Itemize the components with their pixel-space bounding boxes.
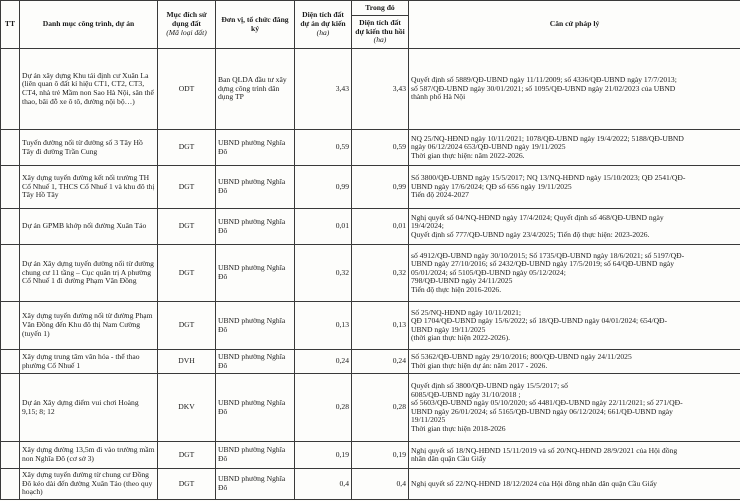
- legal-basis: [409, 209, 740, 245]
- recovered-area: 0,4: [352, 469, 409, 500]
- table-row: [1, 374, 740, 442]
- recovered-area: 0,99: [352, 166, 409, 209]
- legal-line: nhân dân quận Cầu Giấy: [411, 454, 487, 463]
- project-area: 0,24: [295, 350, 352, 374]
- legal-basis: [409, 166, 740, 209]
- land-code: DGT: [158, 442, 216, 469]
- header-of-which: Trong đó: [352, 1, 409, 16]
- legal-line: ngày 06/12/2024 653/QĐ-UBND ngày 19/11/2025: [411, 142, 566, 152]
- land-code: DGT: [158, 166, 216, 209]
- header-recovered-main: Diện tích đất dự kiến thu hồi: [355, 17, 405, 36]
- recovered-area: 0,13: [352, 302, 409, 350]
- table-row: [1, 302, 740, 350]
- legal-line: 05/01/2024; số 5105/QĐ-UBND ngày 05/12/2024;: [411, 267, 566, 277]
- legal-line: Số 5362/QĐ-UBND ngày 29/10/2016; 800/QĐ-UBND ngày 24/11/2025: [411, 352, 632, 361]
- table-row: [1, 166, 740, 209]
- legal-line: Số 25/NQ-HĐND ngày 10/11/2021;: [411, 307, 522, 317]
- recovered-area: 0,59: [352, 130, 409, 166]
- row-tt: [1, 245, 20, 302]
- legal-line: UBND ngày 26/01/2024; số 5165/QĐ-UBND ngày 06/12/2024; 661/QĐ-UBND ngày: [411, 406, 673, 416]
- land-code: DGT: [158, 302, 216, 350]
- registering-unit: UBND phường Nghĩa Đô: [216, 130, 295, 166]
- legal-line: QĐ 1704/QĐ-UBND ngày 15/6/2022; số 18/QĐ-UBND ngày 04/01/2024; 654/QĐ-: [411, 316, 668, 325]
- registering-unit: Ban QLDA đầu tư xây dựng công trình dân dụng TP: [216, 49, 295, 130]
- header-land-purpose-sub: (Mã loại đất): [166, 27, 207, 37]
- row-tt: [1, 374, 20, 442]
- legal-line: Thời gian thực hiện: năm 2022-2026.: [411, 150, 525, 160]
- land-code: DGT: [158, 130, 216, 166]
- header-row: [1, 1, 740, 16]
- legal-line: Nghị quyết số 18/NQ-HĐND 15/11/2019 và số 20/NQ-HĐND 28/9/2021 của Hội đồng: [411, 445, 678, 455]
- table-row: [1, 442, 740, 469]
- registering-unit: UBND phường Nghĩa Đô: [216, 209, 295, 245]
- row-tt: [1, 130, 20, 166]
- land-code: ODT: [158, 49, 216, 130]
- legal-basis: [409, 245, 740, 302]
- table-row: [1, 350, 740, 374]
- registering-unit: UBND phường Nghĩa Đô: [216, 374, 295, 442]
- table-row: [1, 49, 740, 130]
- row-tt: [1, 49, 20, 130]
- table-row: [1, 469, 740, 500]
- project-name: Dự án Xây dựng điểm vui chơi Hoàng 9,15; 8; 12: [20, 374, 158, 442]
- land-code: DKV: [158, 374, 216, 442]
- header-recovered-area: [352, 16, 409, 49]
- legal-line: 6085/QĐ-UBND ngày 31/10/2018 ;: [411, 389, 521, 399]
- row-tt: [1, 350, 20, 374]
- legal-line: thành phố Hà Nội: [411, 92, 466, 102]
- header-area-main: Diện tích đất dự án dự kiến: [300, 10, 346, 29]
- legal-basis: [409, 49, 740, 130]
- header-land-purpose-main: Mục đích sử dụng đất: [166, 10, 207, 29]
- legal-basis: [409, 130, 740, 166]
- project-area: 3,43: [295, 49, 352, 130]
- legal-line: UBND ngày 27/10/2016; số 2432/QĐ-UBND ngày 17/5/2019; số 64/QĐ-UBND ngày: [411, 259, 675, 269]
- legal-line: Quyết định số 777/QĐ-UBND ngày 23/4/2025; Tiến độ thực hiện: 2023-2026.: [411, 229, 650, 239]
- legal-line: Tiến độ thực hiện 2016-2026.: [411, 284, 502, 294]
- project-name: Xây dựng trung tâm văn hóa - thể thao phường Cổ Nhuế 1: [20, 350, 158, 374]
- header-recovered-unit: (ha): [373, 35, 387, 45]
- registering-unit: UBND phường Nghĩa Đô: [216, 166, 295, 209]
- project-area: 0,59: [295, 130, 352, 166]
- legal-line: Số 3800/QĐ-UBND ngày 15/5/2017; NQ 13/NQ-HĐND ngày 15/10/2023; QĐ 2541/QĐ-: [411, 173, 686, 183]
- legal-line: UBND ngày 17/6/2024; QĐ số 656 ngày 19/11/2025: [411, 181, 572, 191]
- legal-line: số 5603/QĐ-UBND ngày 05/10/2020; số 4481/QĐ-UBND ngày 22/11/2021; số 271/QĐ-: [411, 398, 683, 407]
- project-area: 0,28: [295, 374, 352, 442]
- row-tt: [1, 302, 20, 350]
- row-tt: [1, 442, 20, 469]
- row-tt: [1, 469, 20, 500]
- row-tt: [1, 209, 20, 245]
- project-name: Dự án Xây dựng tuyến đường nối từ đường chung cư 11 tầng – Cục quân trị A phường Cổ Nhuế 1 đi đường Phạm Văn Đồng: [20, 245, 158, 302]
- legal-line: (thời gian thực hiện 2022-2026).: [411, 333, 511, 342]
- recovered-area: 3,43: [352, 49, 409, 130]
- registering-unit: UBND phường Nghĩa Đô: [216, 302, 295, 350]
- project-name: Dự án xây dựng Khu tái định cư Xuân La (liên quan ô đất kí hiệu CT1, CT2, CT3, CT4, nhà trẻ Mầm non Sao Hà Nội, sân thể thao, bãi đỗ xe ô tô, đường nội bộ…): [20, 49, 158, 130]
- recovered-area: 0,19: [352, 442, 409, 469]
- table-row: [1, 209, 740, 245]
- legal-line: Quyết định số 5889/QĐ-UBND ngày 11/11/2009; số 4336/QĐ-UBND ngày 17/7/2013;: [411, 75, 677, 85]
- row-tt: [1, 166, 20, 209]
- legal-basis: [409, 442, 740, 469]
- registering-unit: UBND phường Nghĩa Đô: [216, 442, 295, 469]
- project-area: 0,32: [295, 245, 352, 302]
- project-name: Xây dựng đường 13,5m đi vào trường mầm non Nghĩa Đô (cơ sở 3): [20, 442, 158, 469]
- registering-unit: UBND phường Nghĩa Đô: [216, 469, 295, 500]
- legal-line: 19/4/2024;: [411, 221, 444, 231]
- table-row: [1, 245, 740, 302]
- legal-line: 798/QĐ-UBND ngày 24/11/2025: [411, 276, 513, 286]
- project-area: 0,4: [295, 469, 352, 500]
- project-name: Xây dựng tuyến đường từ chung cư Đồng Đô kéo dài đến đường Xuân Tảo (theo quy hoạch): [20, 469, 158, 500]
- legal-line: Tiến độ 2024-2027: [411, 190, 469, 200]
- project-area: 0,01: [295, 209, 352, 245]
- project-name: Tuyến đường nối từ đường số 3 Tây Hồ Tây đi đường Trần Cung: [20, 130, 158, 166]
- recovered-area: 0,28: [352, 374, 409, 442]
- legal-basis: [409, 350, 740, 374]
- header-area: [295, 1, 352, 49]
- land-code: DGT: [158, 209, 216, 245]
- legal-line: số 4912/QĐ-UBND ngày 30/10/2015; Số 1735/QĐ-UBND ngày 18/6/2021; số 5197/QĐ-: [411, 250, 685, 260]
- land-code: DGT: [158, 469, 216, 500]
- legal-line: UBND ngày 19/11/2025: [411, 324, 486, 334]
- legal-line: 19/11/2025: [411, 415, 446, 424]
- registering-unit: UBND phường Nghĩa Đô: [216, 350, 295, 374]
- header-tt: TT: [1, 1, 20, 49]
- legal-basis: [409, 469, 740, 500]
- table-row: [1, 130, 740, 166]
- legal-line: Nghị quyết số 22/NQ-HĐND 18/12/2024 của Hội đồng nhân dân quận Cầu Giấy: [411, 478, 657, 488]
- project-name: Xây dựng tuyến đường kết nối trường TH Cổ Nhuế 1, THCS Cổ Nhuế 1 và khu đô thị Tây Hồ Tây: [20, 166, 158, 209]
- header-legal-basis: Căn cứ pháp lý: [409, 1, 740, 49]
- legal-basis: [409, 374, 740, 442]
- header-project: Danh mục công trình, dự án: [20, 1, 158, 49]
- recovered-area: 0,32: [352, 245, 409, 302]
- legal-line: Quyết định số 3800/QĐ-UBND ngày 15/5/2017; số: [411, 381, 568, 390]
- legal-line: Thời gian thực hiện dự án: năm 2017 - 2026.: [411, 360, 548, 370]
- legal-line: NQ 25/NQ-HĐND ngày 10/11/2021; 1078/QĐ-UBND ngày 19/4/2022; 5188/QĐ-UBND: [411, 133, 684, 143]
- project-area: 0,19: [295, 442, 352, 469]
- header-unit: Đơn vị, tổ chức đăng ký: [216, 1, 295, 49]
- legal-line: Nghị quyết số 04/NQ-HĐND ngày 17/4/2024; Quyết định số 468/QĐ-UBND ngày: [411, 212, 664, 222]
- land-code: DGT: [158, 245, 216, 302]
- registering-unit: UBND phường Nghĩa Đô: [216, 245, 295, 302]
- legal-basis: [409, 302, 740, 350]
- recovered-area: 0,01: [352, 209, 409, 245]
- project-name: Dự án GPMB khớp nối đường Xuân Tảo: [20, 209, 158, 245]
- legal-line: Thời gian thực hiện 2018-2026: [411, 423, 506, 433]
- land-code: DVH: [158, 350, 216, 374]
- header-area-unit: (ha): [316, 27, 330, 37]
- recovered-area: 0,24: [352, 350, 409, 374]
- legal-line: số 587/QĐ-UBND ngày 30/01/2021; số 1095/QĐ-UBND ngày 21/02/2023 của UBND: [411, 83, 676, 93]
- header-land-purpose: [158, 1, 216, 49]
- project-area: 0,13: [295, 302, 352, 350]
- project-area: 0,99: [295, 166, 352, 209]
- project-name: Xây dựng tuyến đường nối từ đường Phạm Văn Đồng đến Khu đô thị Nam Cường (tuyến 1): [20, 302, 158, 350]
